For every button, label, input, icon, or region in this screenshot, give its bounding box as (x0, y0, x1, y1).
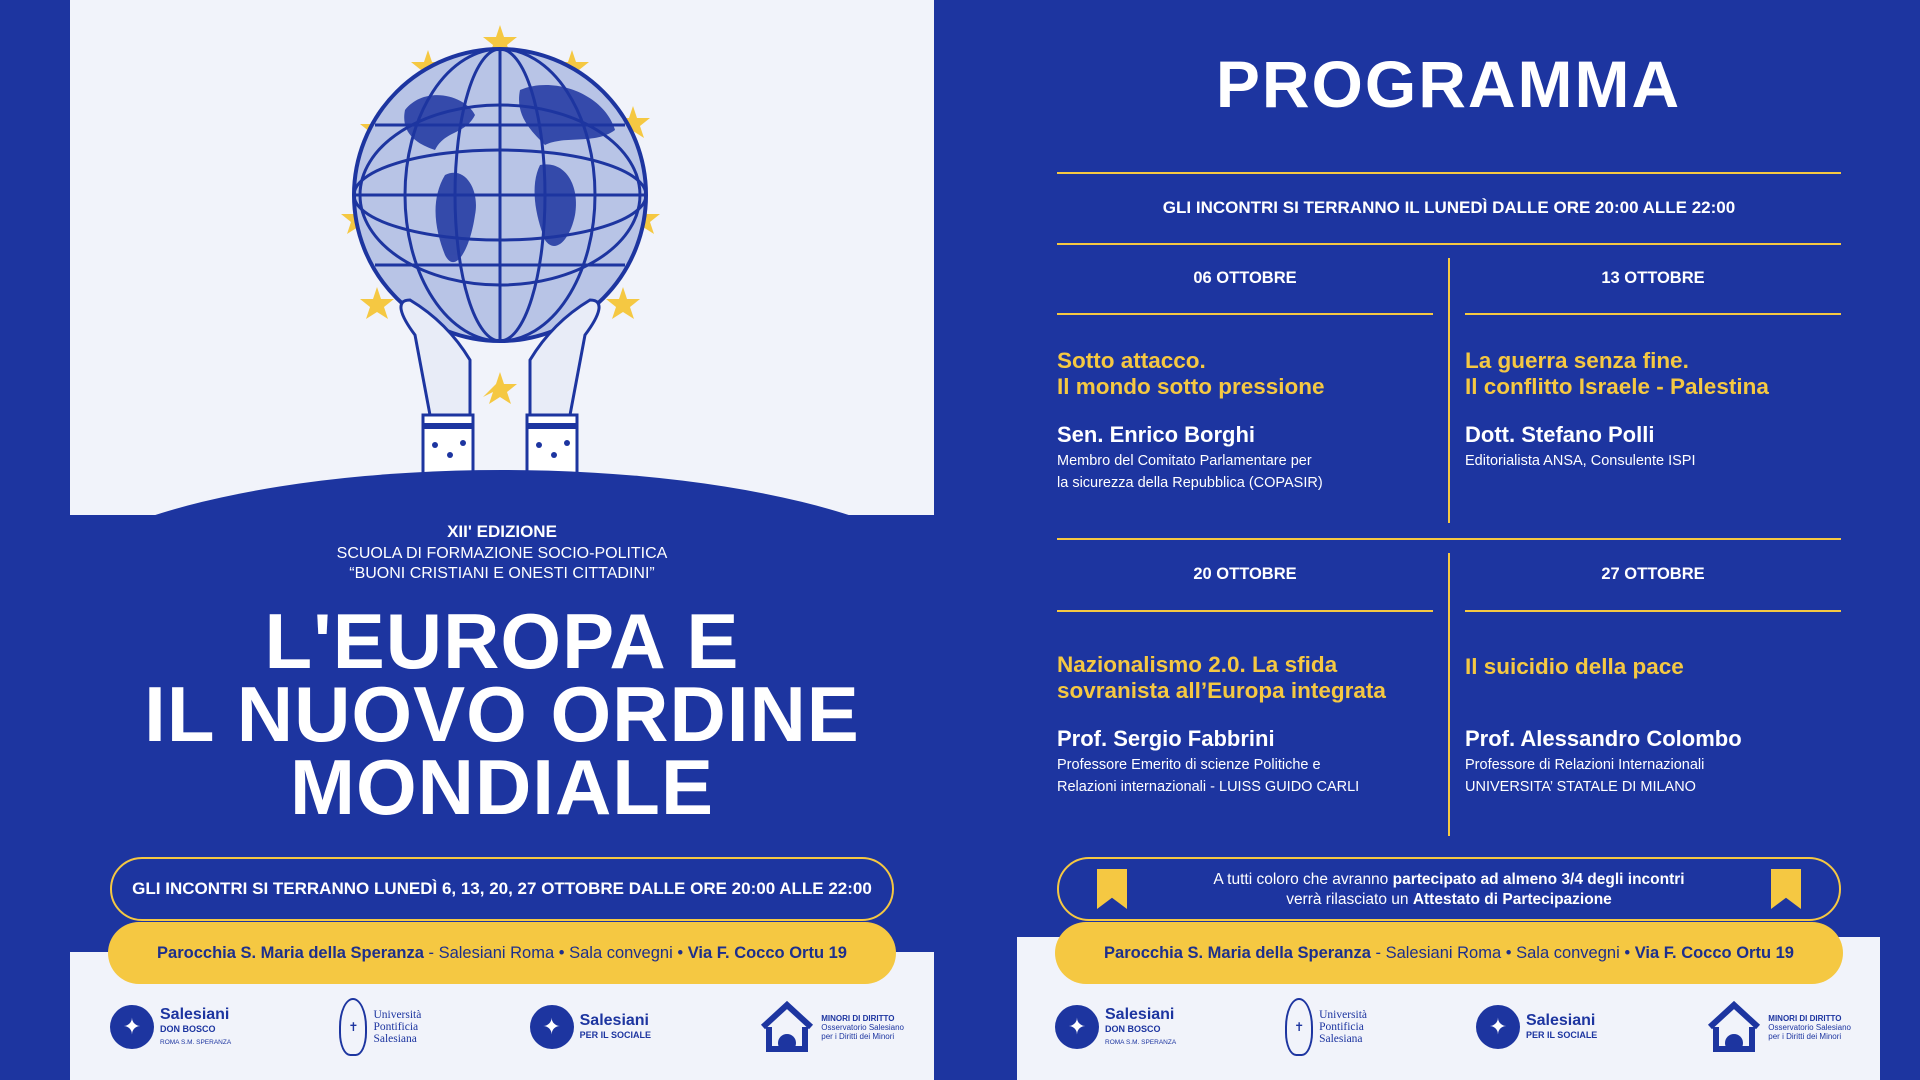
logo-text: Osservatorio Salesiano (821, 1022, 904, 1032)
location-room: Sala convegni (569, 944, 673, 962)
divider (1057, 610, 1433, 612)
event-title-line: La guerra senza fine. (1465, 348, 1689, 373)
globe-icon (354, 49, 646, 341)
certificate-text: A tutti coloro che avranno (1213, 871, 1393, 888)
event-date: 06 OTTOBRE (1193, 269, 1297, 287)
ups-seal-icon: ✝ (1285, 998, 1313, 1056)
certificate-text: verrà rilasciato un (1286, 891, 1413, 908)
logo-text: PER IL SOCIALE (579, 1030, 651, 1040)
hero-illustration-area (70, 0, 934, 515)
role-line: Professore Emerito di scienze Politiche e (1057, 757, 1321, 773)
main-title-line-3: MONDIALE (290, 743, 714, 831)
ups-seal-icon: ✝ (339, 998, 367, 1056)
logo-text: Salesiani (1105, 1005, 1175, 1023)
certificate-notice-pill (1057, 857, 1841, 921)
event-title-line: Il suicidio della pace (1465, 654, 1684, 679)
logo-text: Università (373, 1009, 422, 1021)
location-separator: • (554, 944, 570, 962)
globe-in-hands-illustration (305, 15, 735, 485)
minori-di-diritto-logo (1706, 999, 1851, 1055)
event-title-line: Il mondo sotto pressione (1057, 374, 1325, 399)
location-address: Via F. Cocco Ortu 19 (687, 944, 847, 962)
divider (1448, 553, 1450, 836)
location-separator: • (672, 944, 688, 962)
left-poster-panel (70, 0, 934, 1080)
logo-text: Salesiani (160, 1005, 230, 1023)
divider (1057, 313, 1433, 315)
event-speaker: Prof. Sergio Fabbrini (1057, 726, 1275, 751)
event-speaker-role (1057, 754, 1437, 798)
universita-pontificia-salesiana-logo (1285, 998, 1367, 1056)
logo-text: Salesiani (1525, 1012, 1596, 1029)
divider (1057, 538, 1841, 540)
salesiani-people-icon: ✦ (110, 1005, 154, 1049)
role-line: UNIVERSITA’ STATALE DI MILANO (1465, 779, 1696, 795)
certificate-line-2 (1059, 890, 1839, 910)
location-separator: - (1370, 944, 1386, 962)
program-schedule: GLI INCONTRI SI TERRANNO IL LUNEDÌ DALLE ORE 20:00 ALLE 22:00 (1162, 198, 1736, 217)
hero-arc-divider (70, 470, 934, 515)
role-line: Relazioni internazionali - LUISS GUIDO CARLI (1057, 779, 1360, 795)
star-icon (483, 372, 517, 404)
house-icon (1706, 999, 1762, 1055)
event-speaker: Dott. Stefano Polli (1465, 422, 1655, 447)
event-date: 13 OTTOBRE (1601, 269, 1705, 287)
location-parish: Parocchia S. Maria della Speranza (1104, 944, 1371, 962)
location-separator: • (1619, 944, 1635, 962)
logo-text: Pontificia (1319, 1021, 1364, 1033)
logo-text: PER IL SOCIALE (1525, 1030, 1598, 1040)
divider (1465, 313, 1841, 315)
divider (1057, 172, 1841, 174)
minori-di-diritto-logo (759, 999, 904, 1055)
logo-text: DON BOSCO (160, 1023, 216, 1034)
right-program-panel (1017, 0, 1880, 1080)
salesiani-people-icon: ✦ (1055, 1005, 1099, 1049)
location-address: Via F. Cocco Ortu 19 (1634, 944, 1794, 962)
event-title (1465, 348, 1845, 400)
main-title-line-2: IL NUOVO ORDINE (144, 670, 860, 758)
school-name: SCUOLA DI FORMAZIONE SOCIO-POLITICA (336, 545, 668, 562)
location-pill (108, 922, 896, 984)
logo-text: Università (1319, 1009, 1368, 1021)
logo-text: Salesiana (373, 1033, 417, 1045)
program-title: PROGRAMMA (1215, 47, 1682, 121)
divider (1057, 243, 1841, 245)
role-line: Editorialista ANSA, Consulente ISPI (1465, 453, 1696, 469)
logo-text: Pontificia (373, 1021, 419, 1033)
role-line: Professore di Relazioni Internazionali (1465, 757, 1705, 773)
certificate-text-bold: partecipato ad almeno 3/4 degli incontri (1392, 871, 1685, 888)
event-title (1465, 654, 1845, 680)
sponsor-logos (1055, 992, 1851, 1062)
event-title-line: Il conflitto Israele - Palestina (1465, 374, 1769, 399)
certificate-line-1 (1059, 870, 1839, 890)
divider (1465, 610, 1841, 612)
location-pill (1055, 922, 1843, 984)
certificate-text-bold: Attestato di Partecipazione (1412, 891, 1612, 908)
meetings-dates-pill: GLI INCONTRI SI TERRANNO LUNEDÌ 6, 13, 20, 27 OTTOBRE DALLE ORE 20:00 ALLE 22:00 (110, 857, 894, 921)
location-org: Salesiani Roma (1385, 944, 1502, 962)
event-title-line: Nazionalismo 2.0. La sfida (1057, 652, 1338, 677)
event-title (1057, 348, 1437, 400)
house-icon (759, 999, 815, 1055)
sponsor-logos (110, 992, 904, 1062)
logo-text: DON BOSCO (1105, 1023, 1161, 1034)
logo-text: ROMA S.M. SPERANZA (160, 1038, 232, 1046)
logo-text: ROMA S.M. SPERANZA (1105, 1038, 1177, 1046)
event-date: 27 OTTOBRE (1601, 565, 1705, 583)
school-motto: “BUONI CRISTIANI E ONESTI CITTADINI” (349, 565, 655, 582)
salesiani-people-icon: ✦ (530, 1005, 574, 1049)
logo-text: Salesiana (1319, 1033, 1363, 1045)
event-title-line: sovranista all’Europa integrata (1057, 678, 1386, 703)
salesiani-per-il-sociale-logo (530, 1005, 651, 1049)
location-parish: Parocchia S. Maria della Speranza (157, 944, 424, 962)
location-separator: • (1501, 944, 1517, 962)
location-separator: - (423, 944, 439, 962)
location-room: Sala convegni (1516, 944, 1620, 962)
salesiani-per-il-sociale-logo (1476, 1005, 1597, 1049)
event-speaker-role (1465, 450, 1845, 472)
logo-text: MINORI DI DIRITTO (1768, 1013, 1842, 1023)
event-title (1057, 652, 1437, 704)
event-title-line: Sotto attacco. (1057, 348, 1206, 373)
logo-text: Salesiani (579, 1012, 649, 1029)
event-speaker-role (1057, 450, 1437, 494)
logo-text: Osservatorio Salesiano (1768, 1022, 1851, 1032)
role-line: la sicurezza della Repubblica (COPASIR) (1057, 475, 1323, 491)
edition-label: XII' EDIZIONE (447, 522, 557, 541)
salesiani-people-icon: ✦ (1476, 1005, 1520, 1049)
event-date: 20 OTTOBRE (1193, 565, 1297, 583)
event-speaker: Sen. Enrico Borghi (1057, 422, 1256, 447)
event-speaker: Prof. Alessandro Colombo (1465, 726, 1742, 751)
salesiani-don-bosco-logo (1055, 1005, 1176, 1049)
location-org: Salesiani Roma (438, 944, 555, 962)
main-title (70, 597, 934, 831)
logo-text: MINORI DI DIRITTO (821, 1013, 895, 1023)
logo-text: per i Diritti dei Minori (821, 1031, 895, 1041)
event-speaker-role (1465, 754, 1845, 798)
salesiani-don-bosco-logo (110, 1005, 231, 1049)
universita-pontificia-salesiana-logo (339, 998, 421, 1056)
school-subtitle (70, 544, 934, 584)
divider (1448, 258, 1450, 523)
main-title-line-1: L'EUROPA E (264, 597, 740, 685)
logo-text: per i Diritti dei Minori (1768, 1031, 1842, 1041)
role-line: Membro del Comitato Parlamentare per (1057, 453, 1312, 469)
